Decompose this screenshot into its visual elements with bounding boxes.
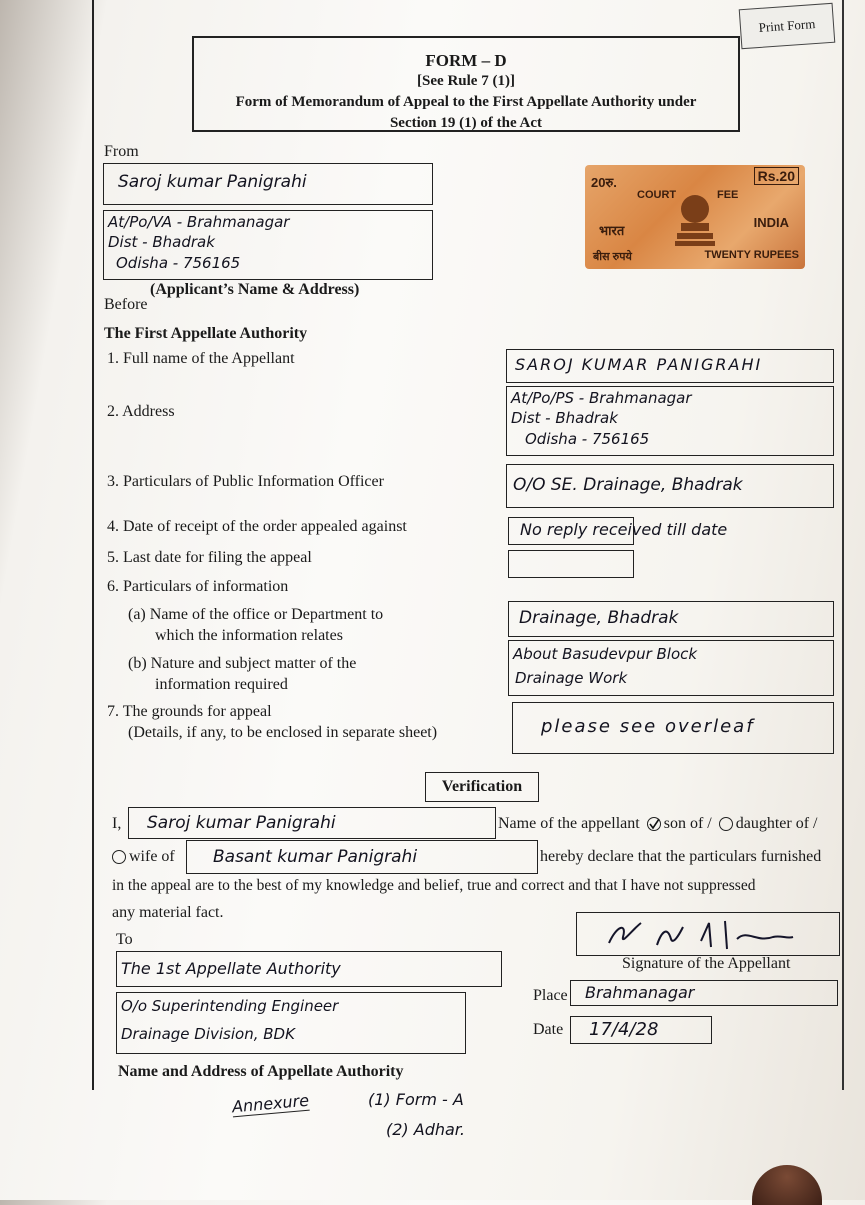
father-name-field[interactable] [186, 840, 538, 874]
place-label: Place [533, 987, 568, 1004]
to-label: To [116, 931, 133, 948]
stamp-rupees-english: TWENTY RUPEES [704, 249, 799, 261]
appellant-name-value: SAROJ KUMAR PANIGRAHI [515, 355, 763, 374]
verification-text3: in the appeal are to the best of my knowledge and belief, true and correct and that I have not suppressed [112, 877, 756, 894]
wife-of-radio[interactable] [112, 850, 126, 864]
field1-label: 1. Full name of the Appellant [107, 350, 295, 367]
authority-line2-value: O/o Superintending Engineer [121, 997, 339, 1015]
field6a-label-line2: which the information relates [155, 627, 343, 644]
field3-label: 3. Particulars of Public Information Officer [107, 473, 384, 490]
wife-of-text: wife of [129, 848, 175, 865]
from-name-field[interactable] [103, 163, 433, 205]
field4-label: 4. Date of receipt of the order appealed against [107, 518, 407, 535]
subject-matter-field[interactable] [508, 640, 834, 696]
court-fee-stamp [585, 165, 805, 269]
lion-emblem-icon [673, 191, 717, 251]
signature-label: Signature of the Appellant [622, 955, 791, 972]
authority-line1-field[interactable] [116, 951, 502, 987]
subject-matter-line1: About Basudevpur Block [513, 645, 698, 663]
field6-label: 6. Particulars of information [107, 578, 289, 595]
field6b-label-line2: information required [155, 676, 288, 693]
stamp-court: COURT [637, 189, 677, 201]
field2-label: 2. Address [107, 403, 175, 420]
father-name-value: Basant kumar Panigrahi [213, 847, 418, 867]
verification-i: I, [112, 815, 122, 832]
address-field[interactable] [506, 386, 834, 456]
form-header [192, 36, 740, 132]
form-title: FORM – D [425, 51, 507, 70]
form-subtitle-line1: Form of Memorandum of Appeal to the First Appellate Authority under [235, 94, 697, 110]
wife-of-row [112, 848, 175, 866]
authority-line1-value: The 1st Appellate Authority [121, 959, 341, 978]
department-field[interactable] [508, 601, 834, 637]
receipt-date-value: No reply received till date [520, 520, 728, 539]
from-address-line3: Odisha - 756165 [116, 254, 241, 272]
verification-name-field[interactable] [128, 807, 496, 839]
verification-text4: any material fact. [112, 904, 224, 921]
subject-matter-line2: Drainage Work [515, 669, 628, 687]
daughter-of-radio[interactable] [719, 817, 733, 831]
department-value: Drainage, Bhadrak [519, 608, 679, 628]
before-label: Before [104, 296, 148, 313]
authority-line3-value: Drainage Division, BDK [121, 1025, 295, 1043]
stamp-right-value: Rs.20 [754, 167, 799, 185]
stamp-india: INDIA [753, 215, 789, 230]
from-address-line1: At/Po/VA - Brahmanagar [108, 213, 290, 231]
from-address-field[interactable] [103, 210, 433, 280]
field6a-label-line1: (a) Name of the office or Department to [128, 606, 384, 623]
pio-particulars-value: O/O SE. Drainage, Bhadrak [513, 475, 743, 495]
field5-label: 5. Last date for filing the appeal [107, 549, 312, 566]
authority-caption: Name and Address of Appellate Authority [118, 1063, 404, 1080]
address-line1: At/Po/PS - Brahmanagar [511, 389, 692, 407]
signature-field[interactable] [576, 912, 840, 956]
date-field[interactable] [570, 1016, 712, 1044]
finger-photo-area [752, 1165, 822, 1205]
print-form-button[interactable]: Print Form [739, 3, 836, 49]
from-label: From [104, 143, 139, 160]
annexure-item1: (1) Form - A [368, 1090, 464, 1109]
verification-text2: hereby declare that the particulars furnished [540, 848, 822, 865]
form-subtitle-line2: Section 19 (1) of the Act [389, 115, 543, 131]
last-date-field[interactable] [508, 550, 634, 578]
place-value: Brahmanagar [585, 983, 695, 1002]
field7-label-line2: (Details, if any, to be enclosed in separate sheet) [128, 724, 438, 741]
date-value: 17/4/28 [589, 1019, 659, 1040]
first-appellate-authority: The First Appellate Authority [104, 325, 308, 342]
signature-image [597, 915, 797, 953]
annexure-item2: (2) Adhar. [386, 1120, 465, 1139]
address-line3: Odisha - 756165 [525, 430, 650, 448]
applicant-caption: (Applicant’s Name & Address) [150, 281, 360, 298]
verification-title: Verification [425, 772, 539, 802]
stamp-fee: FEE [717, 189, 739, 201]
stamp-bharat: भारत [599, 223, 625, 238]
grounds-value: please see overleaf [541, 716, 755, 737]
from-address-line2: Dist - Bhadrak [108, 233, 215, 251]
field6b-label-line1: (b) Nature and subject matter of the [128, 655, 357, 672]
field7-label-line1: 7. The grounds for appeal [107, 703, 272, 720]
appellant-name-field[interactable] [506, 349, 834, 383]
stamp-rupees-hindi: बीस रुपये [593, 251, 632, 263]
verification-name-value: Saroj kumar Panigrahi [147, 813, 336, 833]
appellant-name-text: Name of the appellant [498, 815, 640, 832]
authority-address-field[interactable] [116, 992, 466, 1054]
annexure-label: Annexure [231, 1090, 310, 1117]
verification-text1 [498, 815, 817, 833]
grounds-field[interactable] [512, 702, 834, 754]
place-field[interactable] [570, 980, 838, 1006]
form-rule: [See Rule 7 (1)] [417, 73, 515, 89]
stamp-left-value: 20रु. [591, 175, 617, 190]
from-name-value: Saroj kumar Panigrahi [118, 172, 307, 192]
daughter-of-text: daughter of / [735, 815, 818, 832]
address-line2: Dist - Bhadrak [511, 409, 618, 427]
pio-particulars-field[interactable] [506, 464, 834, 508]
son-of-text: son of / [663, 815, 712, 832]
date-label: Date [533, 1021, 564, 1038]
son-of-radio[interactable] [647, 817, 661, 831]
